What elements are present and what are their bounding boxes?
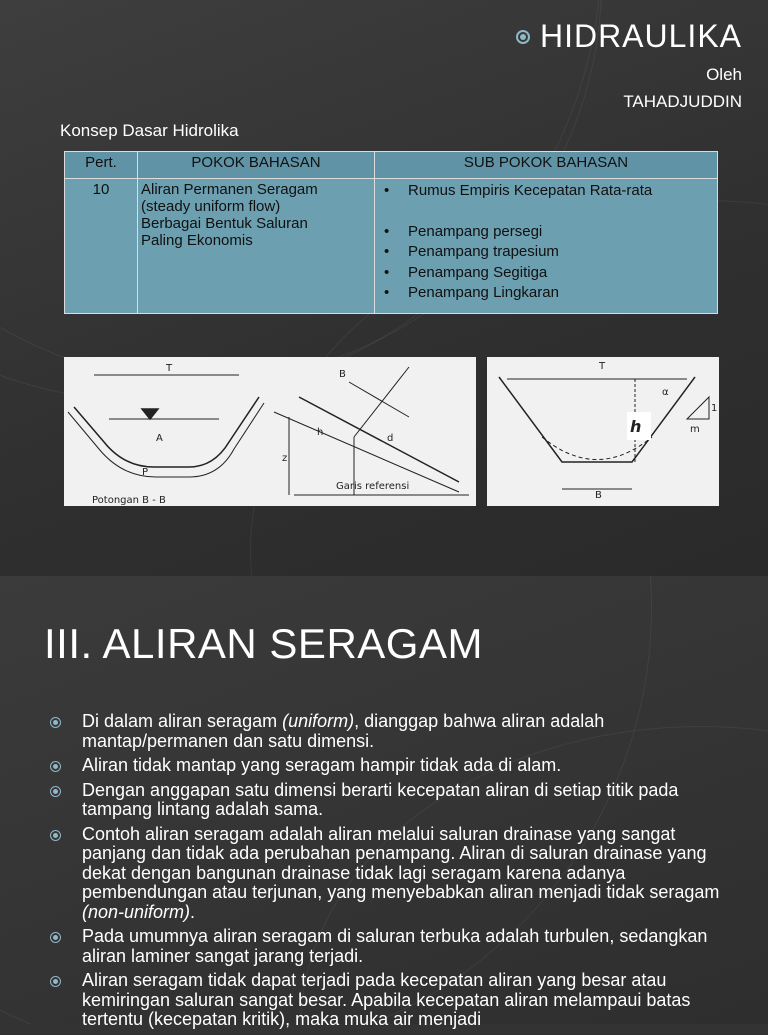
header-pokok: POKOK BAHASAN <box>138 152 375 179</box>
pokok-line: (steady uniform flow) <box>141 198 281 215</box>
label-z: z <box>282 453 288 464</box>
sub-item: • Penampang persegi <box>378 222 714 243</box>
sub-item: • Penampang Lingkaran <box>378 283 714 304</box>
pokok-line: Paling Ekonomis <box>141 232 253 249</box>
label-m: m <box>690 424 700 435</box>
point-text: , dianggap bahwa aliran adalah mantap/permanen dan satu dimensi. <box>82 711 605 751</box>
label-B: B <box>339 369 346 380</box>
label-alpha: α <box>662 387 669 398</box>
label-T: T <box>166 363 173 374</box>
slide-title: HIDRAULIKA <box>539 18 742 54</box>
bullet-icon <box>516 30 530 44</box>
table-row <box>65 179 718 314</box>
header-sub: SUB POKOK BAHASAN <box>375 152 718 179</box>
bullet-icon <box>50 830 61 841</box>
title-row <box>516 18 742 55</box>
point-text: Dengan anggapan satu dimensi berarti kecepatan aliran di setiap titik pada tampang lintang adalah sama. <box>82 779 679 819</box>
point-text: . <box>190 901 196 922</box>
bullet-icon <box>50 786 61 797</box>
cell-sub <box>375 179 718 314</box>
point-text: Contoh aliran seragam adalah aliran melalui saluran drainase yang sangat panjang dan tidak ada perubahan penampang. Aliran di saluran drainase yang dekat dengan bangunan drainase tidak lagi seragam karena adanya pembendungan atau terjunan, yang menyebabkan aliran menjadi tidak seragam <box>82 823 720 902</box>
section-heading: III. ALIRAN SERAGAM <box>44 620 483 667</box>
trapezoid-figure <box>487 357 719 506</box>
trapezoid-diagram <box>487 357 719 506</box>
label-datum: Garis referensi <box>336 481 410 492</box>
point-italic: (uniform) <box>282 711 355 731</box>
sub-item: • Rumus Empiris Kecepatan Rata-rata <box>378 181 714 202</box>
list-item <box>48 712 738 751</box>
table-header-row <box>65 152 718 179</box>
label-h: h <box>630 417 642 436</box>
cell-pokok <box>138 179 375 314</box>
list-item <box>48 971 738 1030</box>
list-item <box>48 781 738 820</box>
label-A: A <box>156 433 163 444</box>
sub-list <box>378 181 714 304</box>
point-text: Pada umumnya aliran seragam di saluran terbuka adalah turbulen, sedangkan aliran laminer sangat jarang terjadi. <box>82 926 708 966</box>
oleh-label: Oleh <box>706 65 742 84</box>
bullet-icon <box>50 761 61 772</box>
pokok-line: Aliran Permanen Seragam <box>141 181 318 198</box>
list-item <box>48 927 738 966</box>
author-name: TAHADJUDDIN <box>623 92 742 111</box>
sub-item: • Penampang trapesium <box>378 242 714 263</box>
bullet-list <box>48 712 738 1035</box>
label-P: P <box>142 467 149 478</box>
list-item <box>48 756 738 776</box>
bullet-icon <box>50 717 61 728</box>
pokok-line: Berbagai Bentuk Saluran <box>141 215 308 232</box>
point-text: Aliran tidak mantap yang seragam hampir tidak ada di alam. <box>82 755 562 775</box>
label-B: B <box>595 490 602 501</box>
bullet-icon <box>50 976 61 987</box>
label-h: h <box>317 427 324 438</box>
cell-pert: 10 <box>65 179 138 314</box>
label-d: d <box>387 433 394 444</box>
channel-diagram <box>64 357 476 506</box>
point-italic: (non-uniform) <box>82 901 191 922</box>
list-item <box>48 825 738 923</box>
bullet-icon <box>50 932 61 943</box>
header-pert: Pert. <box>65 152 138 179</box>
sub-item: • Penampang Segitiga <box>378 263 714 284</box>
channel-figure <box>64 357 476 506</box>
label-section: Potongan B - B <box>92 495 166 506</box>
point-text: Aliran seragam tidak dapat terjadi pada kecepatan aliran yang besar atau kemiringan saluran sangat besar. Apabila kecepatan aliran melampaui batas tertentu (kecepatan kritik), maka muka air menjadi <box>82 970 691 1029</box>
label-T: T <box>599 361 606 372</box>
point-text: Di dalam aliran seragam <box>82 711 283 731</box>
topic-table <box>64 151 718 314</box>
label-one: 1 <box>711 403 718 414</box>
subtitle: Konsep Dasar Hidrolika <box>60 121 239 140</box>
